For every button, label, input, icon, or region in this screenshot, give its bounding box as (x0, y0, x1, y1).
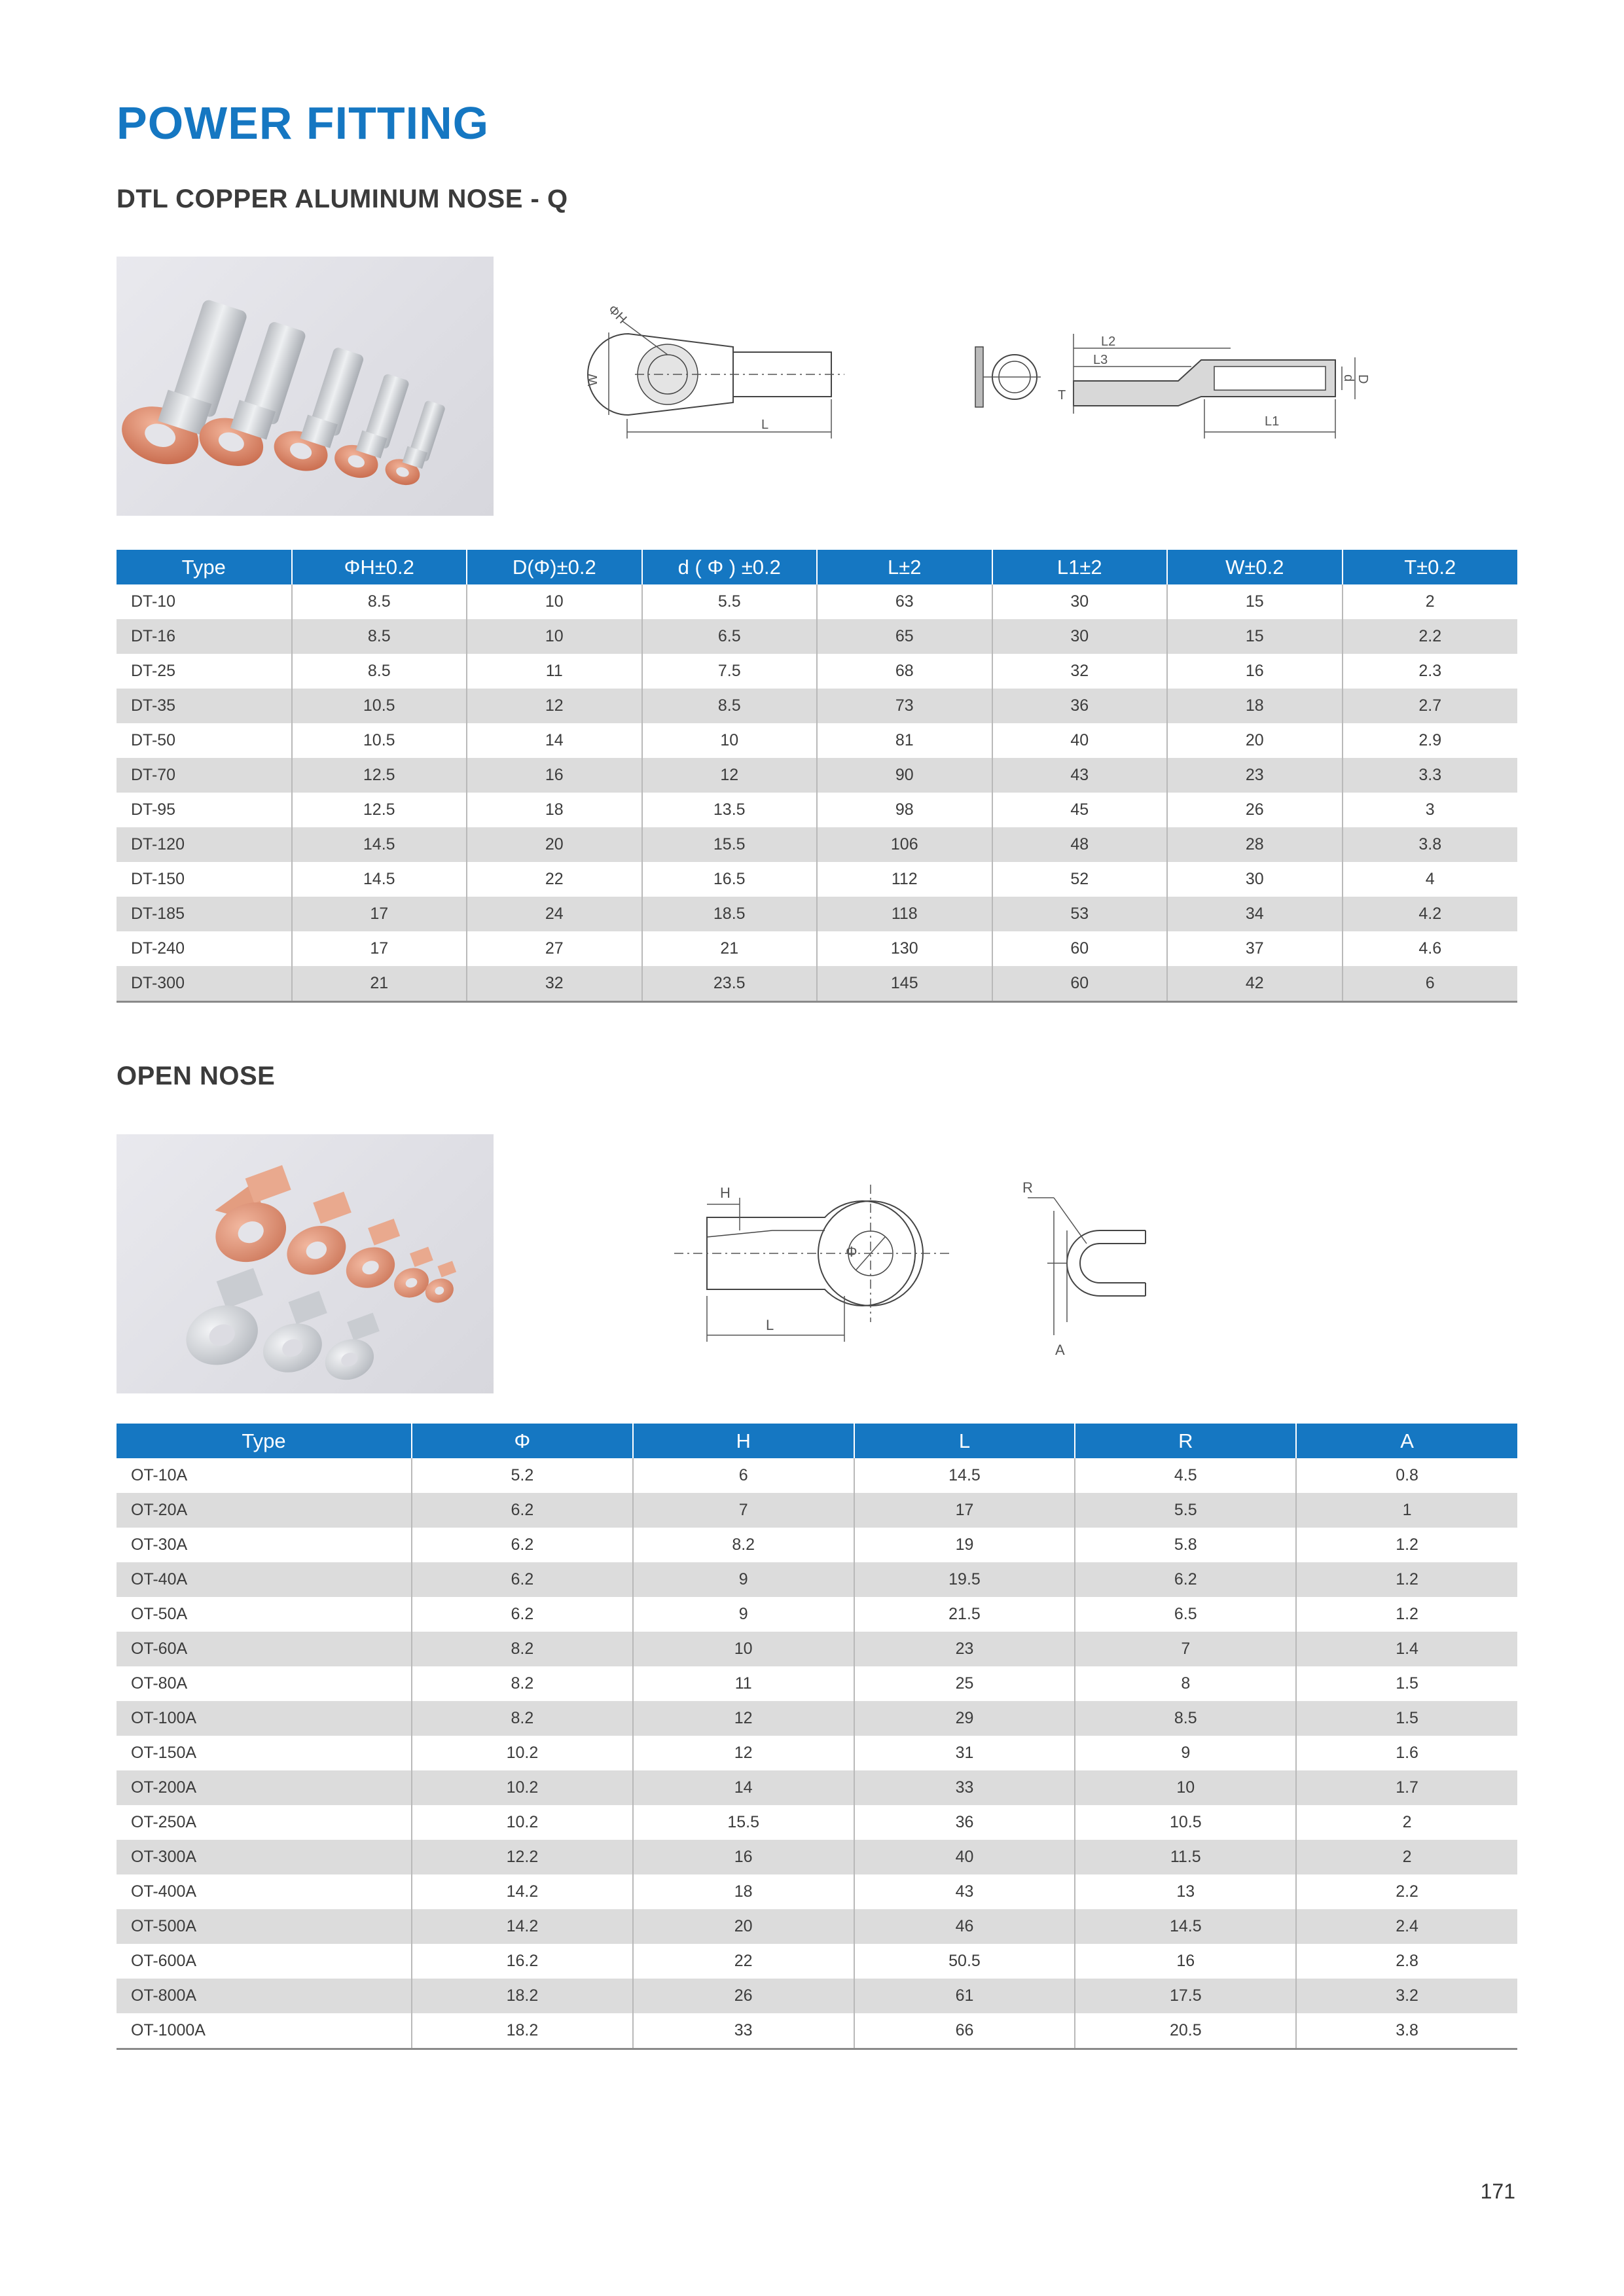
value-cell: 26 (1167, 793, 1343, 827)
value-cell: 7.5 (642, 654, 818, 689)
value-cell: 8.2 (412, 1632, 633, 1666)
value-cell: 43 (854, 1874, 1075, 1909)
dtl-lugs-illustration (117, 257, 494, 516)
value-cell: 10 (633, 1632, 854, 1666)
value-cell: 50.5 (854, 1944, 1075, 1979)
value-cell: 6.2 (412, 1528, 633, 1562)
value-cell: 8.5 (292, 654, 467, 689)
column-header: W±0.2 (1167, 550, 1343, 584)
value-cell: 15.5 (633, 1805, 854, 1840)
label-l: L (761, 418, 769, 432)
value-cell: 17 (292, 931, 467, 966)
value-cell: 34 (1167, 897, 1343, 931)
value-cell: 8.2 (412, 1701, 633, 1736)
value-cell: 18 (633, 1874, 854, 1909)
value-cell: 14.5 (854, 1458, 1075, 1493)
value-cell: 3.3 (1343, 758, 1518, 793)
value-cell: 0.8 (1396, 1466, 1418, 1484)
column-header: L (854, 1424, 1075, 1458)
table-row (117, 2013, 1517, 2049)
table-row (117, 758, 1517, 793)
value-cell: 14.5 (292, 827, 467, 862)
type-cell: DT-240 (117, 931, 292, 966)
value-cell: 2 (1296, 1840, 1517, 1874)
value-cell: 66 (854, 2013, 1075, 2049)
column-header: A (1296, 1424, 1517, 1458)
value-cell: 17.5 (1075, 1979, 1296, 2013)
value-cell: 16.5 (642, 862, 818, 897)
type-cell: DT-25 (117, 654, 292, 689)
type-cell: DT-150 (117, 862, 292, 897)
value-cell: 27 (467, 931, 642, 966)
value-cell: 23 (854, 1632, 1075, 1666)
type-cell: OT-300A (117, 1840, 412, 1874)
table-row (117, 1528, 1517, 1562)
column-header: D(Φ)±0.2 (467, 550, 642, 584)
value-cell: 8.5 (292, 584, 467, 619)
value-cell: 5.8 (1075, 1528, 1296, 1562)
type-cell: OT-60A (117, 1632, 412, 1666)
table-row (117, 1666, 1517, 1701)
value-cell: 13 (1075, 1874, 1296, 1909)
label-l1: L1 (1265, 414, 1280, 429)
value-cell: 10 (1075, 1770, 1296, 1805)
value-cell: 42 (1167, 966, 1343, 1002)
page-number: 171 (1480, 2179, 1515, 2203)
value-cell: 98 (817, 793, 992, 827)
value-cell: 10.5 (292, 723, 467, 758)
type-cell: DT-185 (117, 897, 292, 931)
value-cell: 32 (992, 654, 1168, 689)
table-row (117, 862, 1517, 897)
value-cell: 10.2 (412, 1736, 633, 1770)
product-photo-dtl-lugs (117, 257, 494, 516)
type-cell: OT-500A (117, 1909, 412, 1944)
type-cell: OT-200A (117, 1770, 412, 1805)
value-cell: 19 (854, 1528, 1075, 1562)
value-cell: 4.6 (1418, 939, 1442, 958)
type-cell: OT-50A (117, 1597, 412, 1632)
value-cell: 12 (633, 1736, 854, 1770)
value-cell: 29 (854, 1701, 1075, 1736)
value-cell: 15 (1167, 584, 1343, 619)
value-cell: 17 (292, 897, 467, 931)
value-cell: 2.4 (1296, 1909, 1517, 1944)
table-row (117, 619, 1517, 654)
table-row (117, 1874, 1517, 1909)
value-cell: 28 (1167, 827, 1343, 862)
value-cell: 3.2 (1296, 1979, 1517, 2013)
type-cell: OT-40A (117, 1562, 412, 1597)
value-cell: 9 (1075, 1736, 1296, 1770)
value-cell: 21.5 (854, 1597, 1075, 1632)
value-cell: 21 (292, 966, 467, 1002)
label-l2: L2 (1101, 334, 1116, 349)
dtl-section-view (1074, 334, 1355, 439)
value-cell: 4.5 (1075, 1458, 1296, 1493)
type-cell: OT-30A (117, 1528, 412, 1562)
value-cell: 8.5 (292, 619, 467, 654)
value-cell: 9 (633, 1562, 854, 1597)
page-title: POWER FITTING (117, 98, 490, 149)
value-cell: 1 (1296, 1493, 1517, 1528)
label-r: R (1022, 1179, 1033, 1196)
value-cell: 4 (1425, 870, 1435, 888)
value-cell: 68 (817, 654, 992, 689)
value-cell: 16 (633, 1840, 854, 1874)
open-nose-spec-table (117, 1424, 1517, 2050)
value-cell: 6.2 (1075, 1562, 1296, 1597)
type-cell: OT-250A (117, 1805, 412, 1840)
table-row (117, 1701, 1517, 1736)
value-cell: 8.2 (633, 1528, 854, 1562)
column-header: L±2 (817, 550, 992, 584)
value-cell: 11.5 (1075, 1840, 1296, 1874)
value-cell: 33 (854, 1770, 1075, 1805)
value-cell: 3 (1425, 800, 1435, 819)
value-cell: 14 (467, 723, 642, 758)
column-header: R (1075, 1424, 1296, 1458)
value-cell: 8 (1075, 1666, 1296, 1701)
value-cell: 18 (467, 793, 642, 827)
column-header: T±0.2 (1343, 550, 1518, 584)
value-cell: 2 (1425, 592, 1435, 611)
value-cell: 14.5 (292, 862, 467, 897)
value-cell: 18.2 (412, 1979, 633, 2013)
value-cell: 10.5 (1075, 1805, 1296, 1840)
value-cell: 20 (467, 827, 642, 862)
table-row (117, 1805, 1517, 1840)
value-cell: 12 (633, 1701, 854, 1736)
type-cell: DT-95 (117, 793, 292, 827)
value-cell: 60 (992, 966, 1168, 1002)
value-cell: 33 (633, 2013, 854, 2049)
table-row (117, 723, 1517, 758)
label-l-open: L (766, 1317, 774, 1333)
dtl-front-view (588, 321, 844, 439)
value-cell: 5.5 (642, 584, 818, 619)
value-cell: 20 (633, 1909, 854, 1944)
value-cell: 19.5 (854, 1562, 1075, 1597)
section-title-open-nose: OPEN NOSE (117, 1062, 276, 1090)
value-cell: 11 (467, 654, 642, 689)
value-cell: 15.5 (642, 827, 818, 862)
value-cell: 16 (1167, 654, 1343, 689)
type-cell: OT-600A (117, 1944, 412, 1979)
table-row (117, 1979, 1517, 2013)
table-row (117, 654, 1517, 689)
value-cell: 1.5 (1296, 1701, 1517, 1736)
open-nose-front-drawing (674, 1172, 969, 1361)
value-cell: 2.2 (1343, 619, 1518, 654)
type-cell: OT-1000A (117, 2013, 412, 2049)
value-cell: 10.5 (292, 689, 467, 723)
value-cell: 36 (992, 689, 1168, 723)
value-cell: 5.2 (412, 1458, 633, 1493)
dtl-end-view (975, 347, 1041, 407)
label-t: T (1058, 388, 1066, 403)
value-cell: 20.5 (1075, 2013, 1296, 2049)
table-row (117, 1770, 1517, 1805)
table-row (117, 689, 1517, 723)
value-cell: 16 (467, 758, 642, 793)
value-cell: 10.2 (412, 1770, 633, 1805)
table-row (117, 584, 1517, 619)
table-row (117, 931, 1517, 966)
value-cell: 3.8 (1296, 2013, 1517, 2049)
table-row (117, 1458, 1517, 1493)
value-cell: 63 (817, 584, 992, 619)
dtl-spec-table (117, 550, 1517, 1003)
value-cell: 12.5 (292, 793, 467, 827)
value-cell: 10 (467, 619, 642, 654)
value-cell: 130 (817, 931, 992, 966)
value-cell: 1.5 (1396, 1674, 1418, 1693)
value-cell: 2.7 (1343, 689, 1518, 723)
value-cell: 23 (1167, 758, 1343, 793)
value-cell: 30 (992, 619, 1168, 654)
value-cell: 11 (633, 1666, 854, 1701)
value-cell: 26 (633, 1979, 854, 2013)
value-cell: 112 (817, 862, 992, 897)
value-cell: 23.5 (642, 966, 818, 1002)
type-cell: DT-10 (117, 584, 292, 619)
value-cell: 21 (642, 931, 818, 966)
label-l3: L3 (1093, 353, 1108, 367)
section-title-dtl: DTL COPPER ALUMINUM NOSE - Q (117, 185, 568, 213)
value-cell: 13.5 (642, 793, 818, 827)
dtl-table-header (117, 550, 1517, 584)
value-cell: 2.2 (1396, 1882, 1418, 1901)
value-cell: 7 (1075, 1632, 1296, 1666)
label-d-big: D (1356, 374, 1370, 384)
label-d-small: d (1341, 374, 1356, 382)
type-cell: DT-16 (117, 619, 292, 654)
table-row (117, 1840, 1517, 1874)
value-cell: 6 (633, 1458, 854, 1493)
value-cell: 15 (1167, 619, 1343, 654)
value-cell: 18.5 (642, 897, 818, 931)
value-cell: 5.5 (1075, 1493, 1296, 1528)
value-cell: 30 (992, 584, 1168, 619)
value-cell: 10.2 (412, 1805, 633, 1840)
value-cell: 6.5 (1075, 1597, 1296, 1632)
table-row (117, 1909, 1517, 1944)
value-cell: 2.3 (1418, 662, 1442, 680)
value-cell: 16 (1075, 1944, 1296, 1979)
value-cell: 45 (992, 793, 1168, 827)
value-cell: 1.2 (1396, 1605, 1418, 1623)
value-cell: 25 (854, 1666, 1075, 1701)
table-row (117, 827, 1517, 862)
value-cell: 20 (1167, 723, 1343, 758)
value-cell: 12 (467, 689, 642, 723)
value-cell: 6.2 (412, 1597, 633, 1632)
type-cell: OT-800A (117, 1979, 412, 2013)
value-cell: 65 (817, 619, 992, 654)
value-cell: 6 (1343, 966, 1518, 1002)
value-cell: 1.7 (1296, 1770, 1517, 1805)
value-cell: 14 (633, 1770, 854, 1805)
value-cell: 1.4 (1296, 1632, 1517, 1666)
value-cell: 14.2 (412, 1874, 633, 1909)
value-cell: 32 (467, 966, 642, 1002)
value-cell: 30 (1167, 862, 1343, 897)
type-cell: OT-20A (117, 1493, 412, 1528)
label-a: A (1055, 1342, 1065, 1358)
value-cell: 6.5 (642, 619, 818, 654)
table-row (117, 1597, 1517, 1632)
value-cell: 10 (642, 723, 818, 758)
value-cell: 1.6 (1396, 1744, 1418, 1762)
value-cell: 6.2 (412, 1562, 633, 1597)
value-cell: 52 (992, 862, 1168, 897)
column-header: L1±2 (992, 550, 1168, 584)
value-cell: 14.5 (1075, 1909, 1296, 1944)
type-cell: OT-10A (117, 1458, 412, 1493)
value-cell: 46 (854, 1909, 1075, 1944)
column-header: Φ (412, 1424, 633, 1458)
value-cell: 145 (817, 966, 992, 1002)
value-cell: 8.2 (412, 1666, 633, 1701)
dtl-technical-drawing (569, 295, 1407, 445)
value-cell: 12.2 (412, 1840, 633, 1874)
type-cell: DT-120 (117, 827, 292, 862)
label-phi: Φ (846, 1244, 857, 1260)
label-w: W (586, 374, 600, 386)
value-cell: 18 (1167, 689, 1343, 723)
value-cell: 9 (633, 1597, 854, 1632)
value-cell: 61 (854, 1979, 1075, 2013)
value-cell: 118 (817, 897, 992, 931)
type-cell: OT-400A (117, 1874, 412, 1909)
value-cell: 4.2 (1343, 897, 1518, 931)
open-nose-side-drawing (1008, 1172, 1172, 1361)
table-row (117, 1493, 1517, 1528)
value-cell: 31 (854, 1736, 1075, 1770)
value-cell: 106 (817, 827, 992, 862)
type-cell: DT-35 (117, 689, 292, 723)
table-row (117, 897, 1517, 931)
value-cell: 17 (854, 1493, 1075, 1528)
value-cell: 2 (1402, 1813, 1412, 1831)
table-row (117, 1944, 1517, 1979)
column-header: H (633, 1424, 854, 1458)
value-cell: 10 (467, 584, 642, 619)
value-cell: 16.2 (412, 1944, 633, 1979)
value-cell: 8.5 (642, 689, 818, 723)
value-cell: 36 (854, 1805, 1075, 1840)
value-cell: 48 (992, 827, 1168, 862)
column-header: Type (117, 550, 292, 584)
table-row (117, 966, 1517, 1002)
value-cell: 40 (854, 1840, 1075, 1874)
value-cell: 2.9 (1418, 731, 1442, 749)
product-photo-open-nose-lugs (117, 1134, 494, 1393)
value-cell: 22 (633, 1944, 854, 1979)
type-cell: OT-150A (117, 1736, 412, 1770)
value-cell: 7 (633, 1493, 854, 1528)
value-cell: 43 (992, 758, 1168, 793)
value-cell: 22 (467, 862, 642, 897)
table-row (117, 1562, 1517, 1597)
value-cell: 18.2 (412, 2013, 633, 2049)
value-cell: 40 (992, 723, 1168, 758)
column-header: Type (117, 1424, 412, 1458)
table-row (117, 1632, 1517, 1666)
value-cell: 81 (817, 723, 992, 758)
value-cell: 12.5 (292, 758, 467, 793)
type-cell: DT-70 (117, 758, 292, 793)
value-cell: 53 (992, 897, 1168, 931)
value-cell: 6.2 (412, 1493, 633, 1528)
open-nose-lugs-illustration (117, 1134, 494, 1393)
table-row (117, 793, 1517, 827)
column-header: ΦH±0.2 (292, 550, 467, 584)
value-cell: 90 (817, 758, 992, 793)
value-cell: 2.8 (1396, 1952, 1418, 1970)
open-nose-table-header (117, 1424, 1517, 1458)
type-cell: OT-100A (117, 1701, 412, 1736)
label-h: H (720, 1185, 731, 1201)
type-cell: OT-80A (117, 1666, 412, 1701)
value-cell: 24 (467, 897, 642, 931)
value-cell: 37 (1167, 931, 1343, 966)
value-cell: 1.2 (1396, 1535, 1418, 1554)
type-cell: DT-300 (117, 966, 292, 1002)
column-header: d ( Φ ) ±0.2 (642, 550, 818, 584)
type-cell: DT-50 (117, 723, 292, 758)
table-row (117, 1736, 1517, 1770)
value-cell: 73 (817, 689, 992, 723)
value-cell: 14.2 (412, 1909, 633, 1944)
value-cell: 60 (992, 931, 1168, 966)
value-cell: 12 (642, 758, 818, 793)
value-cell: 3.8 (1343, 827, 1518, 862)
value-cell: 1.2 (1296, 1562, 1517, 1597)
value-cell: 8.5 (1075, 1701, 1296, 1736)
label-phi-h: ΦH (605, 302, 630, 327)
